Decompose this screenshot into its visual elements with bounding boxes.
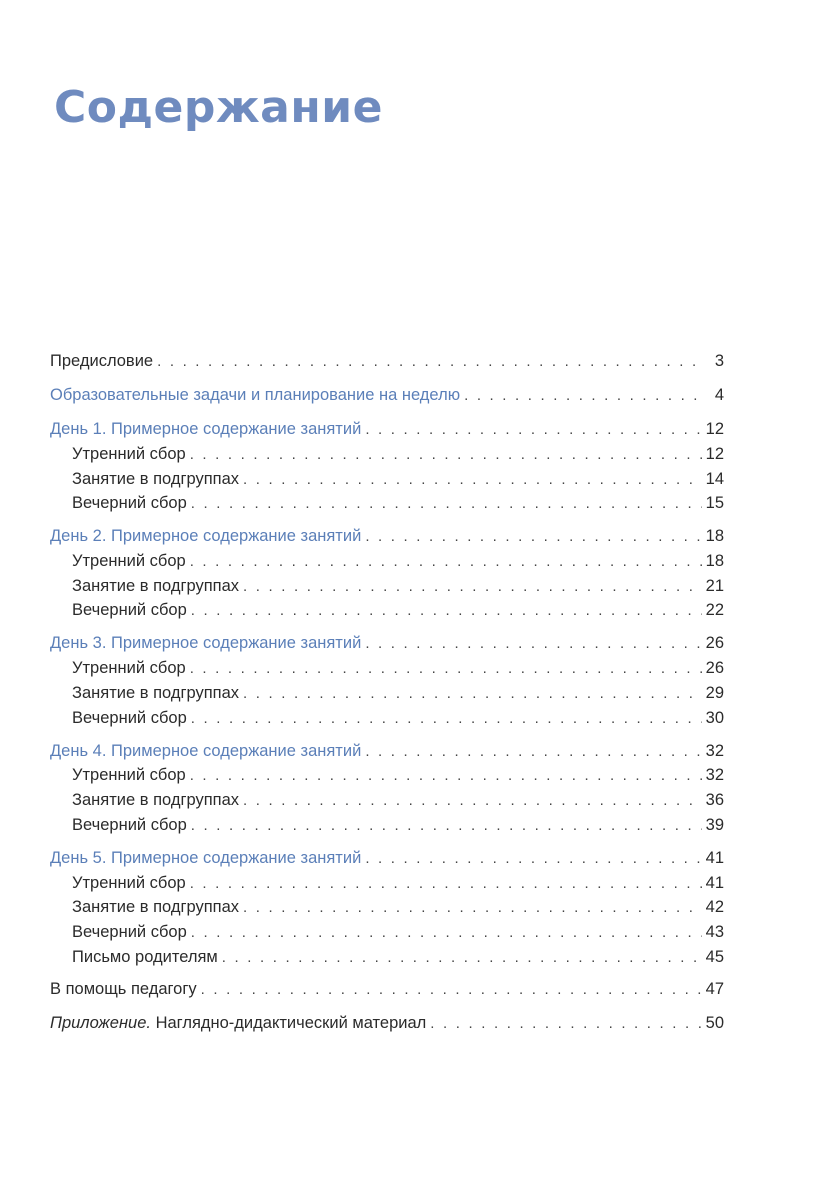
toc-entry[interactable] <box>50 441 724 467</box>
toc-entry-page: 47 <box>705 980 724 998</box>
toc-entry-label: Вечерний сбор <box>72 601 187 619</box>
toc-entry-label: Занятие в подгруппах <box>72 898 240 916</box>
toc-entry[interactable] <box>50 655 724 681</box>
toc-entry-label: Утренний сбор <box>72 766 186 784</box>
toc-entry[interactable] <box>50 944 724 970</box>
toc-entry-label: Вечерний сбор <box>72 923 187 941</box>
leader-dots <box>190 442 702 468</box>
toc-entry-label: Занятие в подгруппах <box>72 577 240 595</box>
leader-dots <box>243 788 702 814</box>
toc-entry[interactable] <box>50 630 724 656</box>
toc-entry[interactable] <box>50 705 724 731</box>
leader-dots <box>191 598 702 624</box>
toc-entry[interactable] <box>50 870 724 896</box>
toc-entry-page: 36 <box>705 791 724 809</box>
toc-entry-label: Утренний сбор <box>72 552 186 570</box>
toc-entry-label: Утренний сбор <box>72 874 186 892</box>
leader-dots <box>365 846 701 872</box>
toc-entry-label-italic: Приложение. <box>50 1014 151 1032</box>
toc-entry-label: Занятие в подгруппах <box>72 791 240 809</box>
toc-entry-page: 41 <box>705 849 724 867</box>
toc-entry-label: Образовательные задачи и планирование на неделю <box>50 386 461 404</box>
leader-dots <box>430 1011 701 1037</box>
toc-entry-page: 18 <box>705 552 724 570</box>
toc-entry-label: День 2. Примерное содержание занятий <box>50 527 362 545</box>
leader-dots <box>243 895 702 921</box>
toc-entry-page: 26 <box>705 634 724 652</box>
toc-entry[interactable] <box>50 348 724 374</box>
toc-entry-page: 43 <box>705 923 724 941</box>
toc-entry-page: 50 <box>705 1014 724 1032</box>
leader-dots <box>365 631 701 657</box>
toc-entry[interactable] <box>50 416 724 442</box>
toc-entry-page: 30 <box>705 709 724 727</box>
toc-entry-page: 39 <box>705 816 724 834</box>
toc-entry-page: 12 <box>705 420 724 438</box>
leader-dots <box>464 383 702 409</box>
page-title: Содержание <box>54 82 383 133</box>
toc-entry-page: 45 <box>705 948 724 966</box>
toc-entry[interactable] <box>50 919 724 945</box>
toc-entry-page: 15 <box>705 494 724 512</box>
toc-entry-label: Вечерний сбор <box>72 709 187 727</box>
toc-entry[interactable] <box>50 894 724 920</box>
leader-dots <box>191 491 702 517</box>
toc-entry[interactable] <box>50 680 724 706</box>
toc-entry-label: День 1. Примерное содержание занятий <box>50 420 362 438</box>
toc-entry[interactable] <box>50 490 724 516</box>
toc-entry-page: 26 <box>705 659 724 677</box>
leader-dots <box>201 977 702 1003</box>
toc-entry-label: Предисловие <box>50 352 154 370</box>
toc-entry[interactable] <box>50 573 724 599</box>
toc-entry-page: 22 <box>705 601 724 619</box>
toc-entry-page: 29 <box>705 684 724 702</box>
toc-entry-page: 32 <box>705 766 724 784</box>
toc-entry-label: Занятие в подгруппах <box>72 684 240 702</box>
toc-entry-label: Утренний сбор <box>72 659 186 677</box>
toc-entry[interactable] <box>50 787 724 813</box>
toc-entry-label: Вечерний сбор <box>72 494 187 512</box>
toc-entry[interactable] <box>50 382 724 408</box>
leader-dots <box>191 706 702 732</box>
toc-entry-label: Утренний сбор <box>72 445 186 463</box>
toc-entry-page: 21 <box>705 577 724 595</box>
toc-entry-page: 12 <box>705 445 724 463</box>
toc-entry-label: В помощь педагогу <box>50 980 197 998</box>
toc-entry-page: 41 <box>705 874 724 892</box>
toc-entry[interactable] <box>50 1010 724 1036</box>
leader-dots <box>157 349 702 375</box>
toc-entry-page: 14 <box>705 470 724 488</box>
leader-dots <box>190 656 702 682</box>
toc-entry-page: 32 <box>705 742 724 760</box>
toc-entry-page: 42 <box>705 898 724 916</box>
toc-entry[interactable] <box>50 845 724 871</box>
toc-entry[interactable] <box>50 976 724 1002</box>
leader-dots <box>365 417 701 443</box>
toc-entry-label: День 4. Примерное содержание занятий <box>50 742 362 760</box>
toc-entry-label: Письмо родителям <box>72 948 218 966</box>
leader-dots <box>191 813 702 839</box>
toc-entry-label <box>50 1010 426 1036</box>
toc-entry[interactable] <box>50 812 724 838</box>
toc-entry[interactable] <box>50 762 724 788</box>
toc-entry[interactable] <box>50 738 724 764</box>
leader-dots <box>191 920 702 946</box>
toc-entry[interactable] <box>50 548 724 574</box>
toc-entry-label: Занятие в подгруппах <box>72 470 240 488</box>
toc-entry-page: 18 <box>705 527 724 545</box>
toc-entry-page: 3 <box>714 352 724 370</box>
toc-entry[interactable] <box>50 523 724 549</box>
leader-dots <box>243 681 702 707</box>
toc-entry-page: 4 <box>714 386 724 404</box>
toc-entry-label: День 5. Примерное содержание занятий <box>50 849 362 867</box>
toc-entry[interactable] <box>50 597 724 623</box>
leader-dots <box>365 524 701 550</box>
toc-entry-label: День 3. Примерное содержание занятий <box>50 634 362 652</box>
toc-entry-label-rest: Наглядно-дидактический материал <box>155 1014 427 1032</box>
toc-entry[interactable] <box>50 466 724 492</box>
leader-dots <box>222 945 702 971</box>
toc-entry-label: Вечерний сбор <box>72 816 187 834</box>
leader-dots <box>190 763 702 789</box>
leader-dots <box>190 549 702 575</box>
